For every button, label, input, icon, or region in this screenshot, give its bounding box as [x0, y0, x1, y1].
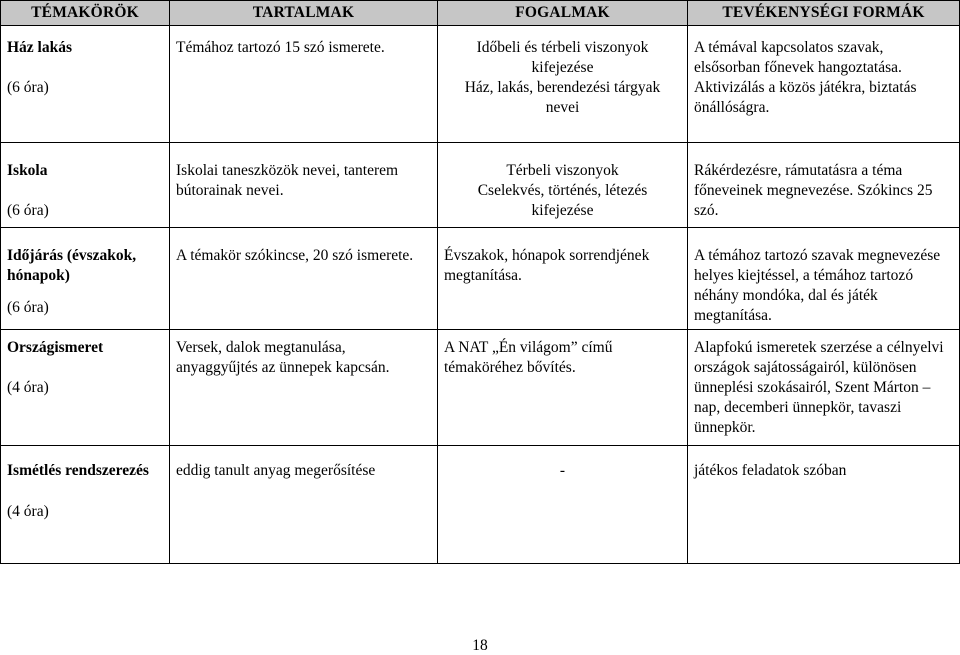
topic-name: Országismeret: [7, 339, 104, 356]
table-row: [1, 143, 960, 228]
table-row: [1, 228, 960, 330]
concept-line: Térbeli viszonyok: [506, 162, 619, 179]
table-row: [1, 446, 960, 564]
concept-line: kifejezése: [531, 202, 594, 219]
topic-hours: (6 óra): [7, 202, 49, 219]
topic-cell: [1, 26, 170, 143]
topic-cell: [1, 143, 170, 228]
topic-cell: [1, 228, 170, 330]
concepts-cell: A NAT „Én világom” című témaköréhez bővítés.: [438, 330, 688, 446]
topic-hours: (6 óra): [7, 299, 49, 316]
topic-cell: [1, 330, 170, 446]
table-row: [1, 26, 960, 143]
topic-name: Iskola: [7, 162, 48, 179]
content-cell: A témakör szókincse, 20 szó ismerete.: [170, 228, 438, 330]
concept-line: kifejezése: [531, 59, 594, 76]
topic-name: Időjárás (évszakok, hónapok): [7, 247, 137, 284]
page-number: 18: [472, 637, 488, 654]
topic-hours: (4 óra): [7, 503, 49, 520]
header-contents: TARTALMAK: [170, 1, 438, 26]
topic-name: Ismétlés rendszerezés: [7, 462, 149, 479]
concepts-cell: -: [438, 446, 688, 564]
topic-name: Ház lakás: [7, 39, 73, 56]
topic-hours: (4 óra): [7, 379, 49, 396]
content-cell: Versek, dalok megtanulása, anyaggyűjtés az ünnepek kapcsán.: [170, 330, 438, 446]
activities-cell: játékos feladatok szóban: [688, 446, 960, 564]
topic-hours: (6 óra): [7, 79, 49, 96]
concepts-cell: Évszakok, hónapok sorrendjének megtanítása.: [438, 228, 688, 330]
concept-line: Cselekvés, történés, létezés: [477, 182, 648, 199]
concept-line: Ház, lakás, berendezési tárgyak: [464, 79, 661, 96]
concept-line: nevei: [545, 99, 580, 116]
activities-cell: A témához tartozó szavak megnevezése helyes kiejtéssel, a témához tartozó néhány mondóka, dal és játék megtanítása.: [688, 228, 960, 330]
table-row: [1, 330, 960, 446]
concepts-cell: [438, 26, 688, 143]
content-cell: Iskolai taneszközök nevei, tanterem bútorainak nevei.: [170, 143, 438, 228]
concepts-cell: [438, 143, 688, 228]
header-topics: TÉMAKÖRÖK: [1, 1, 170, 26]
content-cell: eddig tanult anyag megerősítése: [170, 446, 438, 564]
header-activities: TEVÉKENYSÉGI FORMÁK: [688, 1, 960, 26]
topic-cell: [1, 446, 170, 564]
activities-cell: Rákérdezésre, rámutatásra a téma főneveinek megnevezése. Szókincs 25 szó.: [688, 143, 960, 228]
header-row: [1, 1, 960, 26]
content-cell: Témához tartozó 15 szó ismerete.: [170, 26, 438, 143]
concept-line: Időbeli és térbeli viszonyok: [476, 39, 649, 56]
activities-cell: Alapfokú ismeretek szerzése a célnyelvi országok sajátosságairól, különösen ünneplési szokásairól, Szent Márton – nap, decemberi ünnepkör, tavaszi ünnepkör.: [688, 330, 960, 446]
header-concepts: FOGALMAK: [438, 1, 688, 26]
activities-cell: A témával kapcsolatos szavak, elsősorban főnevek hangoztatása. Aktivizálás a közös játékra, biztatás önállóságra.: [688, 26, 960, 143]
